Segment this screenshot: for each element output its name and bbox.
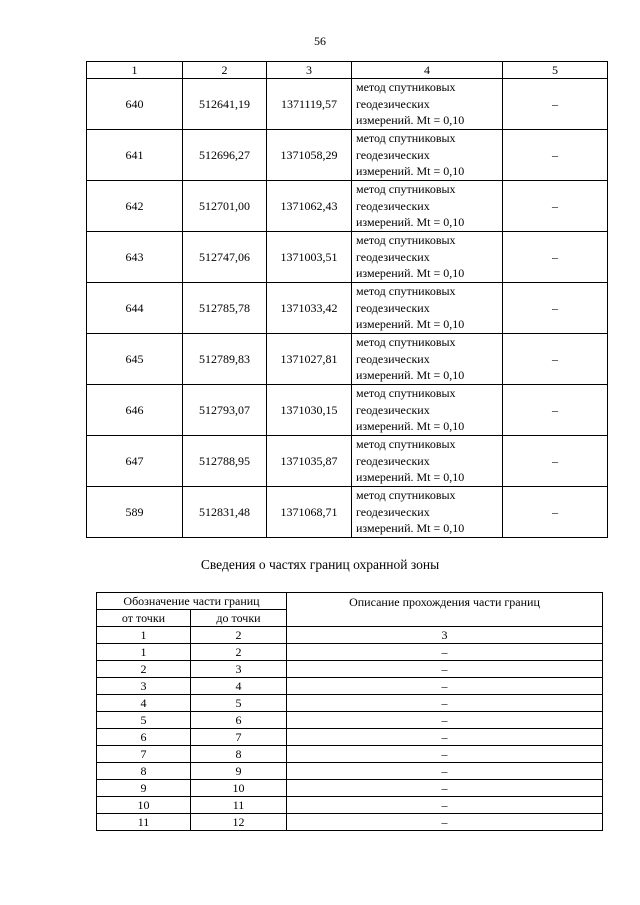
method-cell [352,436,503,487]
y-coordinate-cell: 1371003,51 [267,232,352,283]
description-cell: – [503,334,608,385]
part-description-cell: – [287,780,603,797]
description-cell: – [503,436,608,487]
part-description-cell: – [287,814,603,831]
method-cell [352,283,503,334]
x-coordinate-cell: 512641,19 [183,79,267,130]
parts-number-row [97,627,603,644]
from-point-cell: 9 [97,780,191,797]
method-line: метод спутниковых [356,386,456,401]
coordinates-table [86,61,608,538]
y-coordinate-cell: 1371027,81 [267,334,352,385]
point-number-cell: 589 [87,487,183,538]
method-line: геодезических [356,300,430,315]
part-description-cell: – [287,763,603,780]
number-cell: 3 [287,627,603,644]
to-point-cell: 9 [191,763,287,780]
section-title: Сведения о частях границ охранной зоны [200,557,440,572]
method-line: геодезических [356,504,430,519]
y-coordinate-cell: 1371033,42 [267,283,352,334]
method-cell [352,334,503,385]
parts-header-row [97,593,603,610]
x-coordinate-cell: 512788,95 [183,436,267,487]
x-coordinate-cell: 512793,07 [183,385,267,436]
table-row [87,385,608,436]
coordinates-header-row [87,62,608,79]
from-point-cell: 7 [97,746,191,763]
method-line: метод спутниковых [356,233,456,248]
description-cell: – [503,487,608,538]
table-row [97,746,603,763]
header-cell: 5 [503,62,608,79]
point-number-cell: 645 [87,334,183,385]
to-point-cell: 10 [191,780,287,797]
method-cell [352,385,503,436]
table-row [97,763,603,780]
method-cell [352,232,503,283]
table-row [97,695,603,712]
part-description-cell: – [287,695,603,712]
y-coordinate-cell: 1371035,87 [267,436,352,487]
table-row [87,130,608,181]
to-point-cell: 5 [191,695,287,712]
from-point-cell: 10 [97,797,191,814]
table-row [87,181,608,232]
header-group-cell: Обозначение части границ [97,593,287,610]
table-row [97,678,603,695]
part-description-cell: – [287,729,603,746]
table-row [97,661,603,678]
method-line: измерений. Mt = 0,10 [356,113,465,128]
point-number-cell: 647 [87,436,183,487]
method-line: измерений. Mt = 0,10 [356,419,465,434]
x-coordinate-cell: 512831,48 [183,487,267,538]
to-point-cell: 2 [191,644,287,661]
description-cell: – [503,130,608,181]
table-row [97,644,603,661]
from-point-cell: 2 [97,661,191,678]
description-cell: – [503,283,608,334]
y-coordinate-cell: 1371068,71 [267,487,352,538]
method-line: измерений. Mt = 0,10 [356,317,465,332]
header-cell: 4 [352,62,503,79]
from-point-cell: 5 [97,712,191,729]
point-number-cell: 643 [87,232,183,283]
boundary-parts-table [96,592,603,831]
part-description-cell: – [287,678,603,695]
method-cell [352,487,503,538]
method-line: метод спутниковых [356,131,456,146]
method-line: геодезических [356,249,430,264]
method-line: метод спутниковых [356,284,456,299]
table-row [97,729,603,746]
to-point-cell: 12 [191,814,287,831]
point-number-cell: 640 [87,79,183,130]
header-to-cell: до точки [191,610,287,627]
method-line: измерений. Mt = 0,10 [356,215,465,230]
from-point-cell: 6 [97,729,191,746]
method-cell [352,130,503,181]
point-number-cell: 646 [87,385,183,436]
part-description-cell: – [287,746,603,763]
method-line: измерений. Mt = 0,10 [356,521,465,536]
method-line: геодезических [356,351,430,366]
header-cell: 2 [183,62,267,79]
from-point-cell: 11 [97,814,191,831]
method-line: метод спутниковых [356,437,456,452]
x-coordinate-cell: 512701,00 [183,181,267,232]
point-number-cell: 642 [87,181,183,232]
table-row [97,780,603,797]
description-cell: – [503,181,608,232]
to-point-cell: 11 [191,797,287,814]
to-point-cell: 6 [191,712,287,729]
number-cell: 2 [191,627,287,644]
table-row [87,436,608,487]
table-row [97,814,603,831]
from-point-cell: 3 [97,678,191,695]
description-cell: – [503,385,608,436]
table-row [87,283,608,334]
header-from-cell: от точки [97,610,191,627]
x-coordinate-cell: 512696,27 [183,130,267,181]
page-number: 56 [314,34,326,48]
part-description-cell: – [287,661,603,678]
method-line: измерений. Mt = 0,10 [356,164,465,179]
table-row [87,79,608,130]
header-cell: 1 [87,62,183,79]
x-coordinate-cell: 512789,83 [183,334,267,385]
part-description-cell: – [287,797,603,814]
method-line: метод спутниковых [356,335,456,350]
x-coordinate-cell: 512747,06 [183,232,267,283]
description-cell: – [503,79,608,130]
table-row [97,797,603,814]
method-line: метод спутниковых [356,488,456,503]
method-line: геодезических [356,453,430,468]
y-coordinate-cell: 1371062,43 [267,181,352,232]
table-row [87,487,608,538]
to-point-cell: 4 [191,678,287,695]
number-cell: 1 [97,627,191,644]
method-line: метод спутниковых [356,182,456,197]
method-line: геодезических [356,402,430,417]
part-description-cell: – [287,712,603,729]
from-point-cell: 4 [97,695,191,712]
to-point-cell: 3 [191,661,287,678]
method-cell [352,181,503,232]
method-line: геодезических [356,96,430,111]
table-row [87,334,608,385]
table-row [97,712,603,729]
from-point-cell: 1 [97,644,191,661]
point-number-cell: 641 [87,130,183,181]
method-line: измерений. Mt = 0,10 [356,368,465,383]
point-number-cell: 644 [87,283,183,334]
method-line: геодезических [356,147,430,162]
method-cell [352,79,503,130]
method-line: геодезических [356,198,430,213]
to-point-cell: 7 [191,729,287,746]
y-coordinate-cell: 1371119,57 [267,79,352,130]
part-description-cell: – [287,644,603,661]
method-line: измерений. Mt = 0,10 [356,470,465,485]
method-line: измерений. Mt = 0,10 [356,266,465,281]
header-cell: 3 [267,62,352,79]
x-coordinate-cell: 512785,78 [183,283,267,334]
header-desc-cell: Описание прохождения части границ [287,593,603,627]
description-cell: – [503,232,608,283]
y-coordinate-cell: 1371058,29 [267,130,352,181]
table-row [87,232,608,283]
to-point-cell: 8 [191,746,287,763]
y-coordinate-cell: 1371030,15 [267,385,352,436]
method-line: метод спутниковых [356,80,456,95]
from-point-cell: 8 [97,763,191,780]
